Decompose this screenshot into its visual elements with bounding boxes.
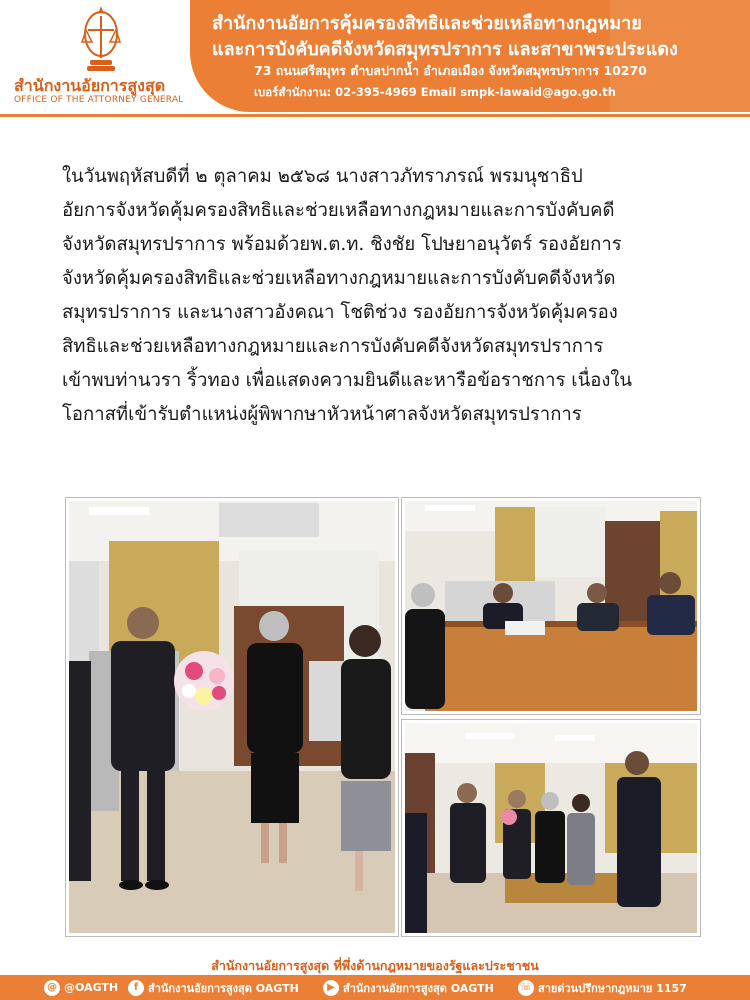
- article-body: [62, 160, 702, 432]
- article-line: โอกาสที่เข้ารับตำแหน่งผู้พิพากษาหัวหน้าศาลจังหวัดสมุทรปราการ: [62, 404, 582, 425]
- photo-group: [402, 720, 700, 936]
- header-divider: [0, 114, 750, 117]
- org-name-english: OFFICE OF THE ATTORNEY GENERAL: [14, 95, 184, 105]
- footer-facebook[interactable]: [128, 979, 299, 996]
- footer-slogan: สำนักงานอัยการสูงสุด ที่พึ่งด้านกฎหมายของรัฐและประชาชน: [211, 958, 539, 973]
- scales-of-justice-emblem-icon: [78, 4, 124, 74]
- article-line: สิทธิและช่วยเหลือทางกฎหมายและการบังคับคดีจังหวัดสมุทรปราการ: [62, 336, 604, 357]
- article-line: เข้าพบท่านวรา ริ้วทอง เพื่อแสดงความยินดีและหารือข้อราชการ เนื่องใน: [62, 370, 633, 391]
- office-title-line1: สำนักงานอัยการคุ้มครองสิทธิและช่วยเหลือทางกฎหมาย: [212, 13, 642, 34]
- footer-youtube[interactable]: [323, 979, 494, 996]
- logo-block: [0, 0, 195, 112]
- at-icon: @: [44, 980, 60, 996]
- footer-hotline[interactable]: [518, 979, 687, 996]
- footer-bar: [0, 975, 750, 1000]
- header-banner: [190, 0, 750, 112]
- article-line: ในวันพฤหัสบดีที่ ๒ ตุลาคม ๒๕๖๘ นางสาวภัทราภรณ์ พรมนุชาธิป: [62, 166, 583, 187]
- youtube-icon: ▶: [323, 980, 339, 996]
- photo-meeting-table: [402, 498, 700, 714]
- facebook-icon: f: [128, 980, 144, 996]
- page-header: [0, 0, 750, 118]
- footer-facebook-label: สำนักงานอัยการสูงสุด OAGTH: [148, 981, 299, 995]
- org-name-thai: สำนักงานอัยการสูงสุด: [14, 76, 166, 95]
- office-title-line2: และการบังคับคดีจังหวัดสมุทรปราการ และสาขาพระประแดง: [212, 39, 678, 60]
- footer-social-x[interactable]: [44, 979, 118, 996]
- article-line: สมุทรปราการ และนางสาวอังคณา โชติช่วง รองอัยการจังหวัดคุ้มครอง: [62, 302, 618, 323]
- photo-flower-presentation: [66, 498, 398, 936]
- footer-hotline-label: สายด่วนปรึกษากฎหมาย 1157: [538, 981, 687, 995]
- footer-youtube-label: สำนักงานอัยการสูงสุด OAGTH: [343, 981, 494, 995]
- article-line: อัยการจังหวัดคุ้มครองสิทธิและช่วยเหลือทางกฎหมายและการบังคับคดี: [62, 200, 615, 221]
- footer-social-x-label: @OAGTH: [64, 981, 119, 994]
- office-address: 73 ถนนศรีสมุทร ตำบลปากน้ำ อำเภอเมือง จังหวัดสมุทรปราการ 10270: [254, 63, 647, 78]
- phone-icon: ☏: [518, 980, 534, 996]
- article-line: จังหวัดคุ้มครองสิทธิและช่วยเหลือทางกฎหมายและการบังคับคดีจังหวัด: [62, 268, 616, 289]
- article-line: จังหวัดสมุทรปราการ พร้อมด้วยพ.ต.ท. ชิงชัย โปษยาอนุวัตร์ รองอัยการ: [62, 234, 622, 255]
- office-contact: เบอร์สำนักงาน: 02-395-4969 Email smpk-lawaid@ago.go.th: [254, 85, 616, 99]
